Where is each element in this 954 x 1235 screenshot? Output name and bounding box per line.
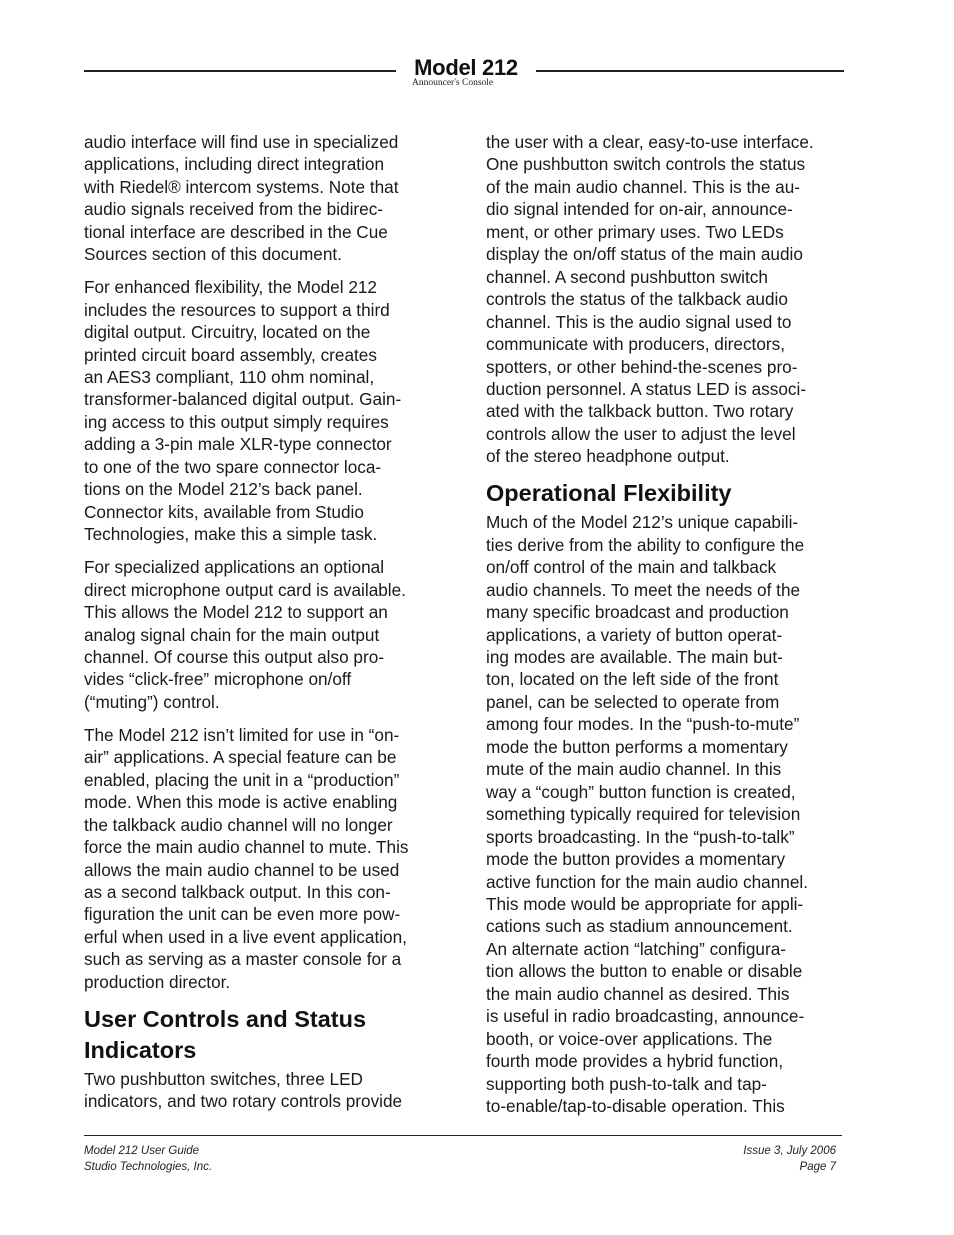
paragraph: For specialized applications an optional direct microphone output card is available. This allows the Model 212 to support an analog signal chain for the main output channel. Of course this output also pro- vides “click-free” microphone on/off (“muting”) control. [84, 557, 406, 712]
footer-company: Studio Technologies, Inc. [84, 1161, 213, 1173]
paragraph: The Model 212 isn’t limited for use in “on- air” applications. A special feature can be enabled, placing the unit in a “production” mode. When this mode is active enabling the talkback audio channel will no longer force the main audio channel to mute. This allows the main audio channel to be used as a second talkback output. In this con- figuration the unit can be even more pow- erful when used in a live event application, such as serving as a master console for a production director. [84, 724, 409, 992]
section-heading-user-controls: User Controls and Status Indicators [84, 1005, 367, 1063]
logo-subtitle: Announcer's Console [412, 78, 494, 88]
footer-left [84, 1143, 212, 1175]
left-column [84, 131, 442, 1123]
product-logo [406, 56, 526, 88]
footer-issue: Issue 3, July 2006 [743, 1145, 836, 1157]
right-column [486, 131, 844, 1128]
page-header [84, 56, 844, 92]
footer-right [743, 1143, 836, 1175]
paragraph: audio interface will find use in specialized applications, including direct integration with Riedel® intercom systems. Note that audio signals received from the bidirec- tional interface are described in the Cue Sources section of this document. [84, 132, 399, 265]
footer-rule [84, 1135, 842, 1136]
logo-title: Model 212 [414, 55, 518, 80]
footer-guide-title: Model 212 User Guide [84, 1145, 200, 1157]
paragraph: the user with a clear, easy-to-use interface. One pushbutton switch controls the status of the main audio channel. This is the au- dio signal intended for on-air, announce- ment, or other primary uses. Two LEDs display the on/off status of the main audio channel. A second pushbutton switch controls the status of the talkback audio channel. This is the audio signal used to communicate with producers, directors, spotters, or other behind-the-scenes pro- duction personnel. A status LED is associ- ated with the talkback button. Two rotary controls allow the user to adjust the level of the stereo headphone output. [486, 132, 814, 467]
paragraph: Two pushbutton switches, three LED indicators, and two rotary controls provide [84, 1068, 403, 1112]
paragraph: Much of the Model 212’s unique capabili- ties derive from the ability to configure the on/off control of the main and talkback audio channels. To meet the needs of the many specific broadcast and production applications, a variety of button operat- ing modes are available. The main but- ton, located on the left side of the front panel, can be selected to operate from among four modes. In the “push-to-mute” mode the button performs a momentary mute of the main audio channel. In this way a “cough” button function is created, something typically required for television sports broadcasting. In the “push-to-talk” mode the button provides a momentary active function for the main audio channel. This mode would be appropriate for appli- cations such as stadium announcement. An alternate action “latching” configura- tion allows the button to enable or disable the main audio channel as desired. This is useful in radio broadcasting, announce- booth, or voice-over applications. The fourth mode provides a hybrid function, supporting both push-to-talk and tap- to-enable/tap-to-disable operation. This [486, 512, 808, 1117]
paragraph: For enhanced flexibility, the Model 212 includes the resources to support a third digital output. Circuitry, located on the printed circuit board assembly, creates an AES3 compliant, 110 ohm nominal, transformer-balanced digital output. Gain- ing access to this output simply requires adding a 3-pin male XLR-type connector to one of the two spare connector loca- tions on the Model 212’s back panel. Connector kits, available from Studio Technologies, make this a simple task. [84, 277, 402, 545]
header-rule-right [536, 70, 844, 72]
page-number: Page 7 [799, 1161, 836, 1173]
section-heading-operational-flexibility: Operational Flexibility [486, 480, 732, 507]
header-rule-left [84, 70, 396, 72]
